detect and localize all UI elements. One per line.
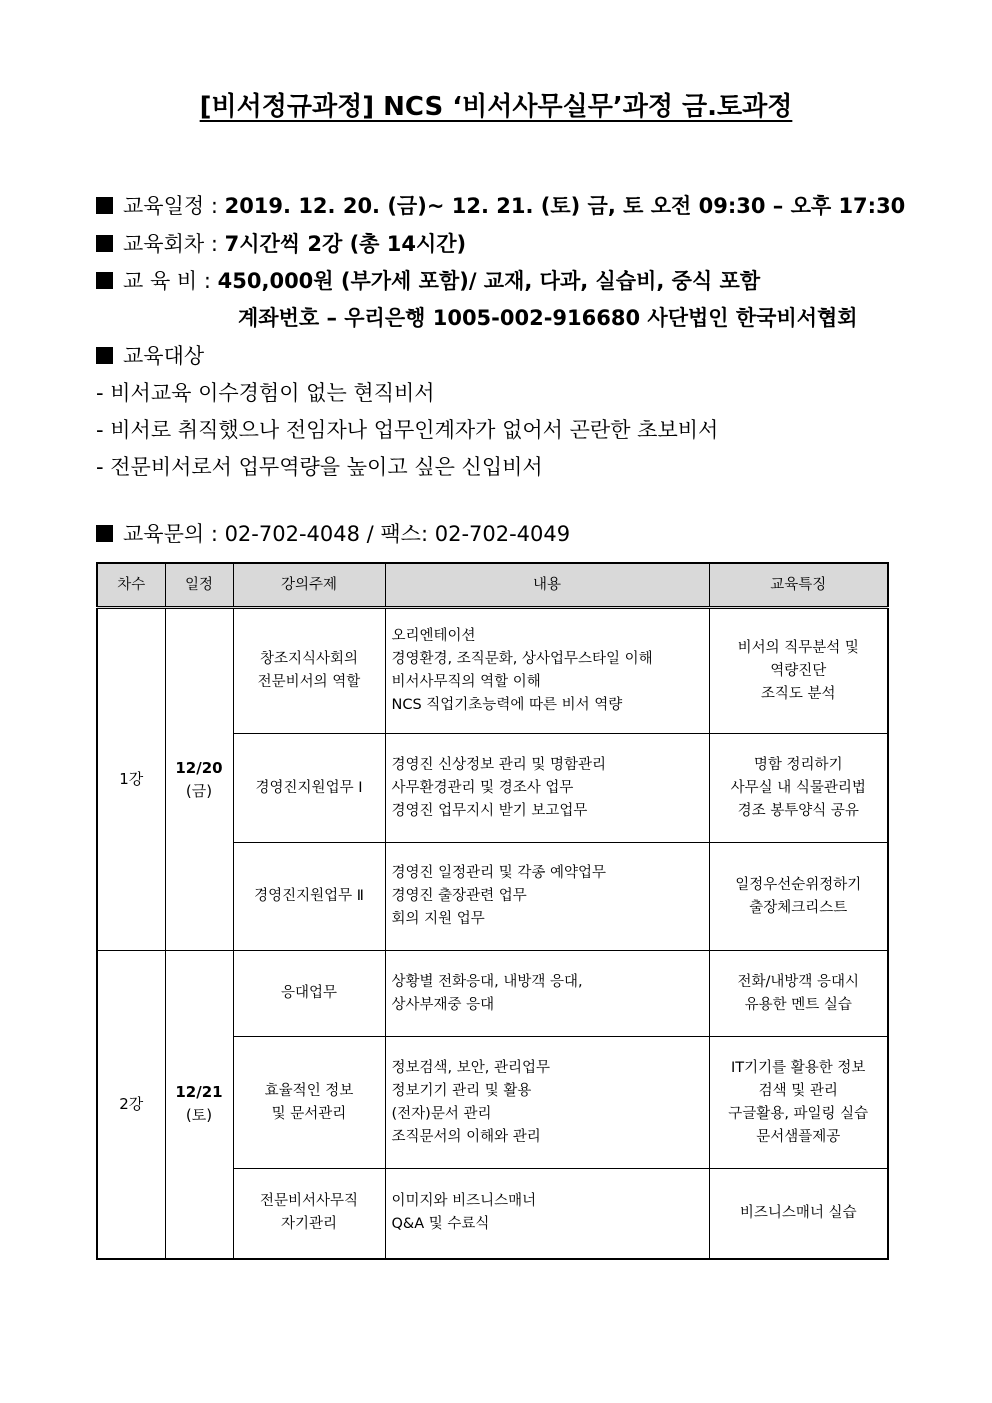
date-cell: 12/21 (토) <box>165 951 233 1259</box>
target-item: - 비서교육 이수경험이 없는 현직비서 <box>96 381 435 405</box>
schedule-line: 교육일정 : 2019. 12. 20. (금)~ 12. 21. (토) 금, 토 오전 09:30 – 오후 17:30 <box>96 190 905 220</box>
content-cell: 상황별 전화응대, 내방객 응대, 상사부재중 응대 <box>385 951 709 1037</box>
target-item: - 비서로 취직했으나 전임자나 업무인계자가 없어서 곤란한 초보비서 <box>96 418 719 442</box>
schedule-table <box>96 562 889 1260</box>
header-cell: 일정 <box>165 563 233 608</box>
content-cell: 이미지와 비즈니스매너 Q&A 및 수료식 <box>385 1169 709 1259</box>
fee-line: 교 육 비 : 450,000원 (부가세 포함)/ 교재, 다과, 실습비, 중식 포함 <box>96 265 760 295</box>
content-cell: 정보검색, 보안, 관리업무 정보기기 관리 및 활용 (전자)문서 관리 조직문서의 이해와 관리 <box>385 1037 709 1169</box>
feature-cell: 비서의 직무분석 및 역량진단 조직도 분석 <box>709 608 888 734</box>
topic-cell: 창조지식사회의 전문비서의 역할 <box>233 608 385 734</box>
session-cell: 1강 <box>97 608 165 951</box>
contact-line: 교육문의 : 02-702-4048 / 팩스: 02-702-4049 <box>96 518 570 548</box>
header-cell: 차수 <box>97 563 165 608</box>
topic-cell: 전문비서사무직 자기관리 <box>233 1169 385 1259</box>
feature-cell: IT기기를 활용한 정보 검색 및 관리 구글활용, 파일링 실습 문서샘플제공 <box>709 1037 888 1169</box>
table-header-row <box>97 563 888 608</box>
target-heading: 교육대상 <box>96 340 204 370</box>
square-bullet-icon <box>96 525 113 542</box>
target-item: - 전문비서로서 업무역량을 높이고 싶은 신입비서 <box>96 455 543 479</box>
square-bullet-icon <box>96 347 113 364</box>
table-row <box>97 608 888 734</box>
square-bullet-icon <box>96 272 113 289</box>
feature-cell: 일정우선순위정하기 출장체크리스트 <box>709 843 888 951</box>
page-title: [비서정규과정] NCS ‘비서사무실무’과정 금.토과정 <box>199 92 793 122</box>
table-row <box>97 951 888 1037</box>
sessions-line: 교육회차 : 7시간씩 2강 (총 14시간) <box>96 228 466 258</box>
header-cell: 강의주제 <box>233 563 385 608</box>
feature-cell: 비즈니스매너 실습 <box>709 1169 888 1259</box>
date-cell: 12/20 (금) <box>165 608 233 951</box>
session-cell: 2강 <box>97 951 165 1259</box>
content-cell: 경영진 일정관리 및 각종 예약업무 경영진 출장관련 업무 회의 지원 업무 <box>385 843 709 951</box>
content-cell: 경영진 신상정보 관리 및 명함관리 사무환경관리 및 경조사 업무 경영진 업무지시 받기 보고업무 <box>385 734 709 843</box>
account-line: 계좌번호 – 우리은행 1005-002-916680 사단법인 한국비서협회 <box>238 306 858 330</box>
header-cell: 내용 <box>385 563 709 608</box>
content-cell: 오리엔테이션 경영환경, 조직문화, 상사업무스타일 이해 비서사무직의 역할 이해 NCS 직업기초능력에 따른 비서 역량 <box>385 608 709 734</box>
feature-cell: 전화/내방객 응대시 유용한 멘트 실습 <box>709 951 888 1037</box>
header-cell: 교육특징 <box>709 563 888 608</box>
square-bullet-icon <box>96 235 113 252</box>
square-bullet-icon <box>96 197 113 214</box>
topic-cell: 효율적인 정보 및 문서관리 <box>233 1037 385 1169</box>
feature-cell: 명함 정리하기 사무실 내 식물관리법 경조 봉투양식 공유 <box>709 734 888 843</box>
topic-cell: 응대업무 <box>233 951 385 1037</box>
topic-cell: 경영진지원업무 Ⅰ <box>233 734 385 843</box>
topic-cell: 경영진지원업무 Ⅱ <box>233 843 385 951</box>
